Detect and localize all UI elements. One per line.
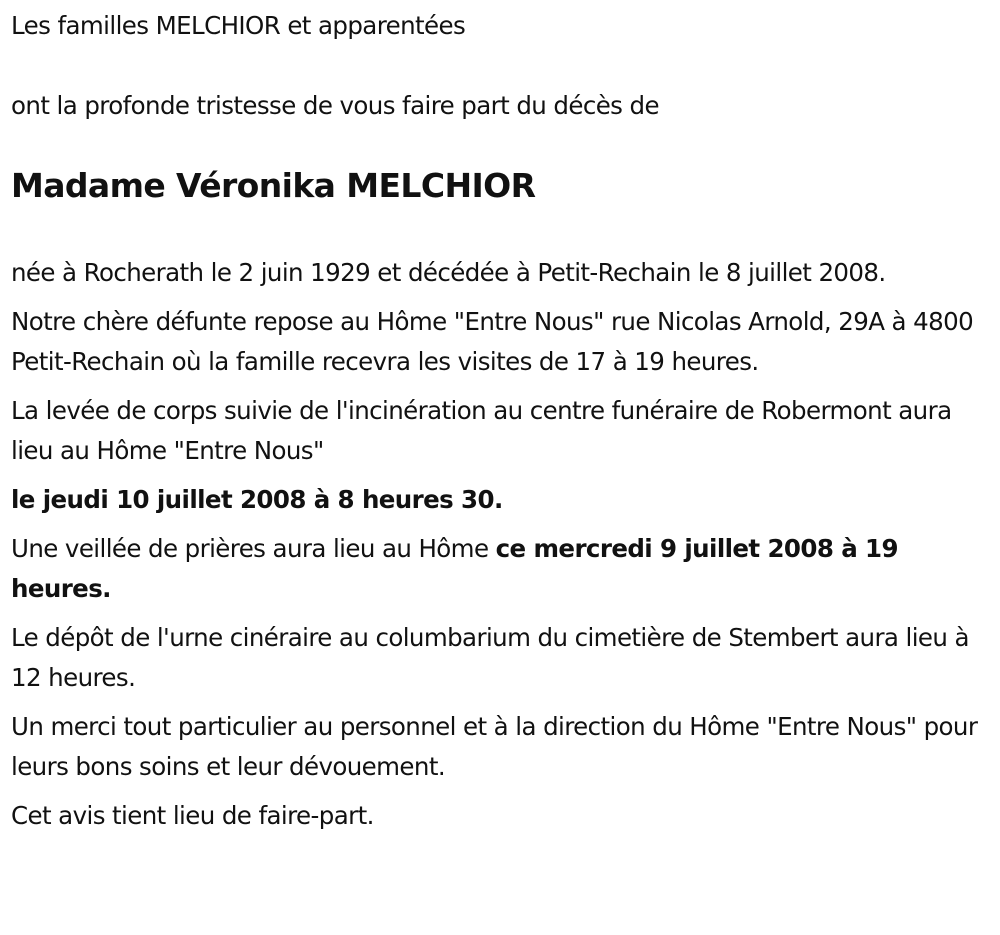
notice-body xyxy=(11,253,986,845)
birth-death-paragraph: née à Rocherath le 2 juin 1929 et décédée à Petit-Rechain le 8 juillet 2008. xyxy=(11,258,886,287)
vigil-prefix: Une veillée de prières aura lieu au Hôme xyxy=(11,534,496,563)
closing-line: Cet avis tient lieu de faire-part. xyxy=(11,801,374,830)
intro-line: Les familles MELCHIOR et apparentées xyxy=(11,11,466,40)
announcement-line: ont la profonde tristesse de vous faire part du décès de xyxy=(11,91,659,120)
vigil-date: ce mercredi 9 juillet 2008 à 19 heures. xyxy=(11,534,898,603)
deceased-name: Madame Véronika MELCHIOR xyxy=(11,166,536,205)
vigil-paragraph xyxy=(11,529,986,609)
thanks-paragraph: Un merci tout particulier au personnel et à la direction du Hôme "Entre Nous" pour leurs bons soins et leur dévouement. xyxy=(11,712,978,781)
ceremony-date-text: le jeudi 10 juillet 2008 à 8 heures 30. xyxy=(11,485,503,514)
repose-paragraph: Notre chère défunte repose au Hôme "Entre Nous" rue Nicolas Arnold, 29A à 4800 Petit-Rechain où la famille recevra les visites de 17 à 19 heures. xyxy=(11,307,974,376)
ceremony-paragraph: La levée de corps suivie de l'incinération au centre funéraire de Robermont aura lieu au Hôme "Entre Nous" xyxy=(11,396,952,465)
urn-paragraph: Le dépôt de l'urne cinéraire au columbarium du cimetière de Stembert aura lieu à 12 heures. xyxy=(11,623,969,692)
ceremony-date xyxy=(11,480,986,520)
